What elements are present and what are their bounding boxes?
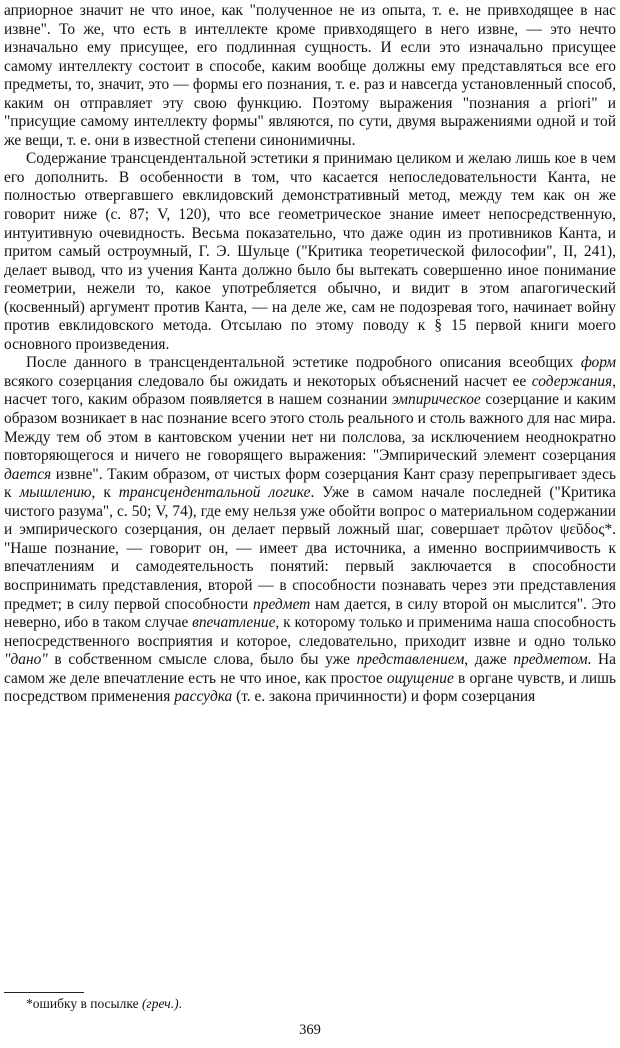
- footnote-divider: [4, 992, 84, 993]
- italic-text: "дано": [4, 651, 48, 669]
- body-text: [4, 2, 616, 707]
- italic-text: эмпирическое: [391, 391, 481, 409]
- paragraph: [4, 354, 616, 706]
- footnote: [26, 995, 182, 1012]
- italic-text: трансцендентальной логике: [118, 484, 311, 502]
- text-run: , к которому только и применима наша способность непосредственного восприятия и которое, следовательно, приходит извне и одно только: [4, 614, 616, 650]
- italic-text: дается: [4, 465, 52, 483]
- page-number: 369: [299, 1022, 321, 1038]
- italic-text: содержания: [531, 372, 613, 390]
- italic-text: мышлению: [19, 484, 92, 502]
- text-run: .: [178, 996, 182, 1011]
- italic-text: форм: [580, 354, 616, 372]
- italic-text: рассудка: [174, 688, 233, 706]
- text-run: априорное значит не что иное, как "полученное не из опыта, т. е. не привходящее в нас извне". То же, что есть в интеллекте кроме привходящего в него извне, — это нечто изначально ему присущее, его подлинная сущность. И если это изначально присущее самому интеллекту состоит в способе, каким вообще должны ему представляться все его предметы, то, значит, это — формы его познания, т. е. раз и навсегда установленный способ, каким он отправляет эту свою функцию. Поэтому выражения "познания а priori" и "присущие самому интеллекту формы" являются, по сути, двумя выражениями одной и той же вещи, т. е. они в известной степени синонимичны.: [4, 2, 616, 149]
- text-run: в органе чувств, и лишь посредством применения: [4, 669, 616, 706]
- italic-text: представлением: [356, 651, 465, 669]
- text-run: созерцание и каким образом возникает в нас познание всего этого столь реального и столь важного для нас мира. Между тем об этом в кантовском учении нет ни полслова, за исключением неоднократно повторяющегося и ничего не говорящего выражения: "Эмпирический элемент созерцания: [4, 391, 617, 465]
- text-run: в собственном смысле слова, было бы уже: [47, 651, 357, 669]
- text-run: извне". Таким образом, от чистых форм созерцания Кант сразу перепрыгивает здесь к: [4, 465, 616, 502]
- text-run: . На самом же деле впечатление есть не что иное, как простое: [4, 651, 616, 687]
- text-run: . Уже в самом начале последней ("Критика чистого разума", с. 50; V, 74), где ему нельзя уже обойти вопрос о материальном содержании и эмпирического созерцания, он делает первый ложный шаг, совершает πρῶτον ψεῦδος*. "Наше познание, — говорит он, — имеет два источника, а именно восприимчивость к впечатлениям и самодеятельность понятий: первый заключается в способности воспринимать представления, второй — в способности познавать через эти представления предмет; в силу первой способности: [4, 484, 616, 613]
- text-run: всякого созерцания следовало бы ожидать и некоторых объяснений насчет ее: [4, 372, 532, 390]
- italic-text: ощущение: [386, 669, 454, 687]
- paragraph: [4, 2, 616, 150]
- footnote-marker: *: [26, 996, 33, 1011]
- text-run: , даже: [464, 651, 514, 669]
- paragraph: [4, 150, 616, 354]
- italic-text: впечатление: [192, 614, 276, 632]
- text-run: ошибку в посылке: [32, 996, 142, 1011]
- text-run: , насчет того, каким образом появляется в нашем сознании: [4, 372, 616, 409]
- italic-text: предметом: [513, 651, 588, 669]
- text-run: нам дается, в силу второй он мыслится". Это неверно, ибо в таком случае: [4, 595, 616, 632]
- text-run: Содержание трансцендентальной эстетики я принимаю целиком и желаю лишь кое в чем его дополнить. В особенности в том, что касается непоследовательности Канта, не полностью отвергавшего евклидовский демонстративный метод, между тем как он же говорит ниже (с. 87; V, 120), что все геометрическое знание имеет непосредственную, интуитивную очевидность. Весьма показательно, что даже один из противников Канта, и притом самый остроумный, Г. Э. Шульце ("Критика теоретической философии", II, 241), делает вывод, что из учения Канта должно было бы вытекать совершенно иное понимание геометрии, нежели то, какое употребляется обычно, и видит в этом апагогический (косвенный) аргумент против Канта, — на деле же, сам не подозревая того, начинает войну против евклидовского метода. Отсылаю по этому поводу к § 15 первой книги моего основного произведения.: [4, 150, 616, 353]
- text-run: (т. е. закона причинности) и форм созерцания: [232, 688, 536, 706]
- italic-text: предмет: [253, 595, 311, 613]
- italic-text: (греч.): [141, 996, 179, 1011]
- text-run: , к: [91, 484, 119, 502]
- book-page: [4, 0, 616, 1048]
- text-run: После данного в трансцендентальной эстетике подробного описания всеобщих: [26, 354, 581, 372]
